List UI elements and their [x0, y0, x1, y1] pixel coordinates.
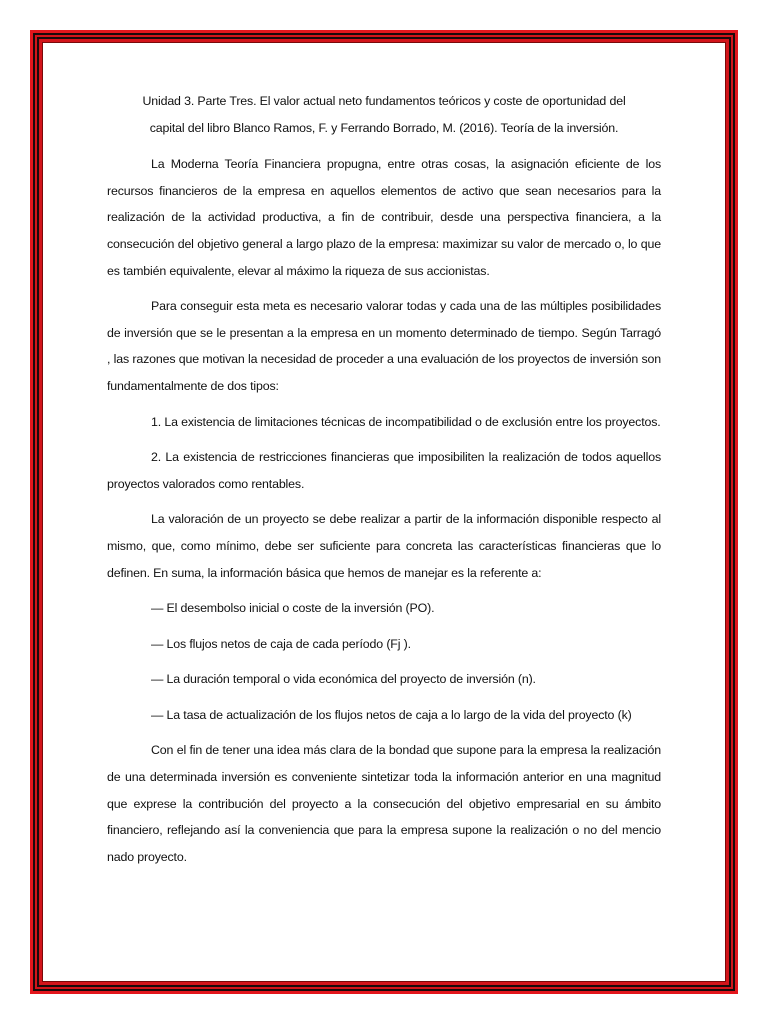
title-line-2: capital del libro Blanco Ramos, F. y Ferrando Borrado, M. (2016). Teoría de la inversión.: [149, 120, 619, 135]
list-item-cash-flows: — Los flujos netos de caja de cada período (Fj ).: [151, 636, 411, 651]
numbered-item-1: 1. La existencia de limitaciones técnicas de incompatibilidad o de exclusión entre los proyectos.: [151, 414, 661, 429]
paragraph-3: La valoración de un proyecto se debe realizar a partir de la información disponible respecto al mismo, que, como mínimo, debe ser suficiente para concreta las características financieras que lo definen. En suma, la información básica que hemos de manejar es la referente a:: [107, 512, 661, 580]
closing-paragraph: Con el fin de tener una idea más clara de la bondad que supone para la empresa la realización de una determinada inversión es conveniente sintetizar toda la información anterior en una magnitud que exprese la contribución del proyecto a la consecución del objetivo empresarial en su ámbito financiero, reflejando así la conveniencia que para la empresa supone la realización o no del mencio nado proyecto.: [107, 743, 661, 864]
list-item-duration: — La duración temporal o vida económica del proyecto de inversión (n).: [151, 672, 536, 687]
document-body: [107, 88, 661, 879]
title-line-1: Unidad 3. Parte Tres. El valor actual neto fundamentos teóricos y coste de oportunidad del: [142, 94, 626, 108]
document-title: [107, 88, 661, 141]
paragraph-1: La Moderna Teoría Financiera propugna, entre otras cosas, la asignación eficiente de los recursos financieros de la empresa en aquellos elementos de activo que sean necesarios para la realización de la actividad productiva, a fin de contribuir, desde una perspectiva financiera, a la consecución del objetivo general a largo plazo de la empresa: maximizar su valor de mercado o, lo que es también equivalente, elevar al máximo la riqueza de sus accionistas.: [107, 157, 661, 278]
list-item-discount-rate: — La tasa de actualización de los flujos netos de caja a lo largo de la vida del proyecto (k): [151, 707, 632, 722]
paragraph-2: Para conseguir esta meta es necesario valorar todas y cada una de las múltiples posibilidades de inversión que se le presentan a la empresa en un momento determinado de tiempo. Según Tarragó , las razones que motivan la necesidad de proceder a una evaluación de los proyectos de inversión son fundamentalmente de dos tipos:: [107, 299, 661, 393]
list-item-initial-outlay: — El desembolso inicial o coste de la inversión (PO).: [151, 601, 435, 616]
numbered-item-2: 2. La existencia de restricciones financieras que imposibiliten la realización de todos aquellos proyectos valorados como rentables.: [107, 450, 661, 491]
